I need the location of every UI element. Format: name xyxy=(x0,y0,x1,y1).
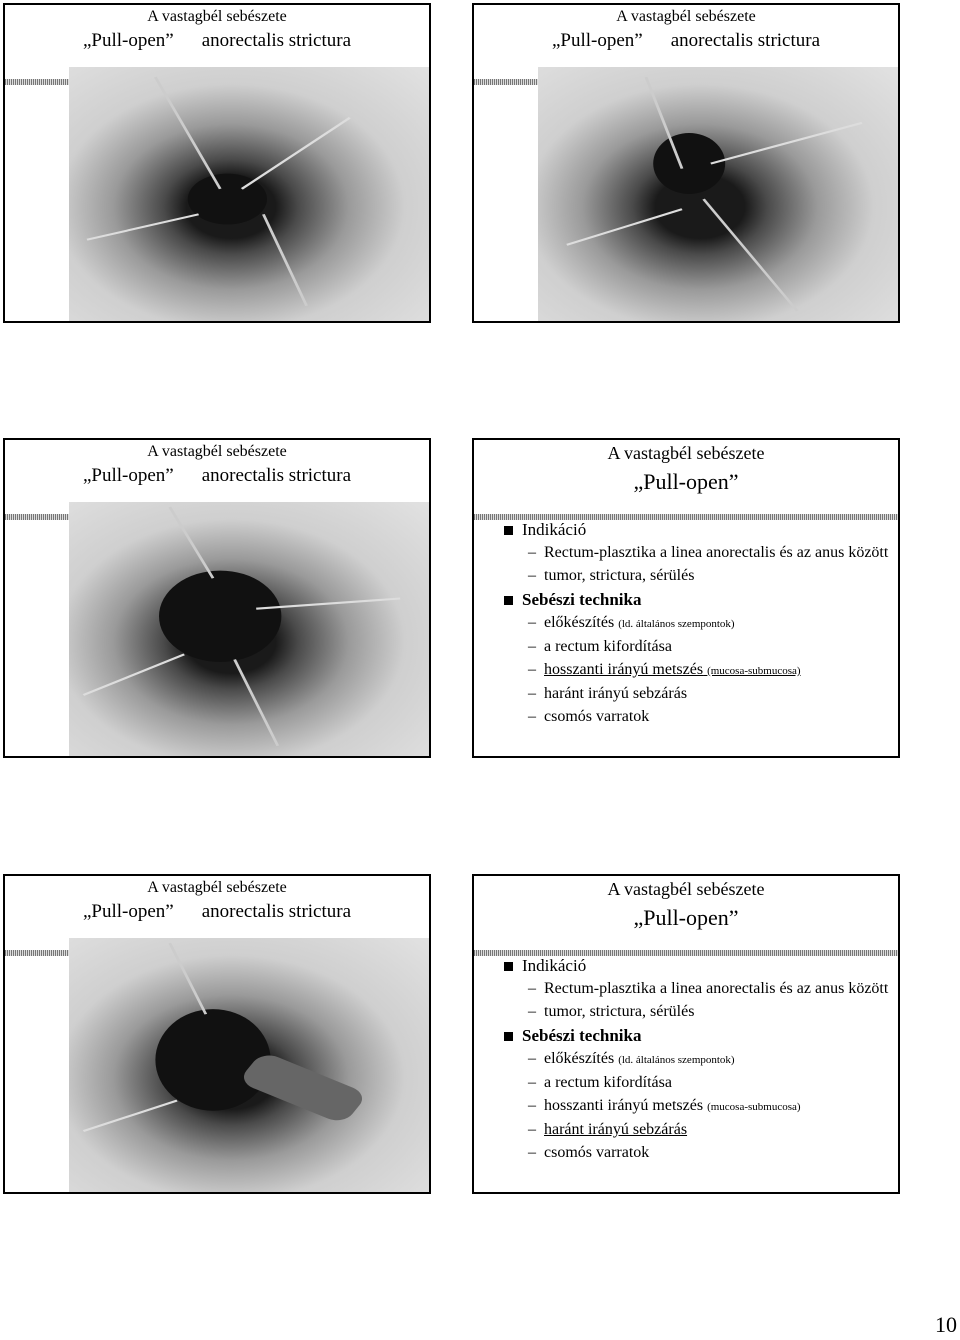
slide-title: A vastagbél sebészete xyxy=(147,443,287,460)
slide-title: A vastagbél sebészete xyxy=(147,879,287,896)
slide-subtitle: „Pull-open” anorectalis strictura xyxy=(82,901,352,922)
bullet-list xyxy=(504,952,890,1166)
slide-subtitle: „Pull-open” xyxy=(633,905,739,930)
sub-bullet: – előkészítés (ld. általános szempontok) xyxy=(528,1050,735,1067)
sub-bullet: – tumor, strictura, sérülés xyxy=(528,1003,695,1020)
sub-bullet: – hosszanti irányú metszés (mucosa-submucosa) xyxy=(528,1097,801,1114)
slide-header xyxy=(5,5,429,52)
square-bullet-icon xyxy=(504,1032,513,1041)
square-bullet-icon xyxy=(504,526,513,535)
square-bullet-icon xyxy=(504,596,513,605)
sub-bullet: – tumor, strictura, sérülés xyxy=(528,567,695,584)
sub-bullet: – csomós varratok xyxy=(528,708,650,725)
sub-bullet: – a rectum kifordítása xyxy=(528,1074,672,1091)
square-bullet-icon xyxy=(504,962,513,971)
bullet-technika: Sebészi technika xyxy=(504,590,890,610)
slide-subtitle: „Pull-open” anorectalis strictura xyxy=(82,30,352,51)
slide-header xyxy=(5,876,429,923)
sub-bullet: – a rectum kifordítása xyxy=(528,638,672,655)
slide-subtitle: „Pull-open” anorectalis strictura xyxy=(551,30,821,51)
surgical-photo xyxy=(69,502,429,756)
surgical-photo xyxy=(538,67,898,321)
slide-4 xyxy=(472,438,900,758)
slide-header xyxy=(474,876,898,931)
bullet-technika: Sebészi technika xyxy=(504,1026,890,1046)
slide-subtitle: „Pull-open” anorectalis strictura xyxy=(82,465,352,486)
sub-bullet: – hosszanti irányú metszés (mucosa-submucosa) xyxy=(528,661,801,678)
slide-1 xyxy=(3,3,431,323)
slide-title: A vastagbél sebészete xyxy=(607,879,765,899)
sub-bullet: – haránt irányú sebzárás xyxy=(528,1121,688,1138)
slide-6 xyxy=(472,874,900,1194)
sub-bullet: – előkészítés (ld. általános szempontok) xyxy=(528,614,735,631)
page-number: 10 xyxy=(935,1312,957,1337)
bullet-indikacio: Indikáció xyxy=(504,520,890,540)
sub-bullet: – Rectum-plasztika a linea anorectalis és az anus között xyxy=(528,980,889,997)
slide-header xyxy=(474,5,898,52)
slide-title: A vastagbél sebészete xyxy=(607,443,765,463)
slide-subtitle: „Pull-open” xyxy=(633,469,739,494)
slide-title: A vastagbél sebészete xyxy=(616,8,756,25)
sub-bullet: – Rectum-plasztika a linea anorectalis és az anus között xyxy=(528,544,889,561)
slide-5 xyxy=(3,874,431,1194)
bullet-list xyxy=(504,516,890,730)
slide-header xyxy=(5,440,429,487)
sub-bullet: – haránt irányú sebzárás xyxy=(528,685,688,702)
bullet-indikacio: Indikáció xyxy=(504,956,890,976)
sub-bullet: – csomós varratok xyxy=(528,1144,650,1161)
slide-3 xyxy=(3,438,431,758)
slide-2 xyxy=(472,3,900,323)
surgical-photo xyxy=(69,67,429,321)
surgical-photo xyxy=(69,938,429,1192)
slide-header xyxy=(474,440,898,495)
slide-title: A vastagbél sebészete xyxy=(147,8,287,25)
